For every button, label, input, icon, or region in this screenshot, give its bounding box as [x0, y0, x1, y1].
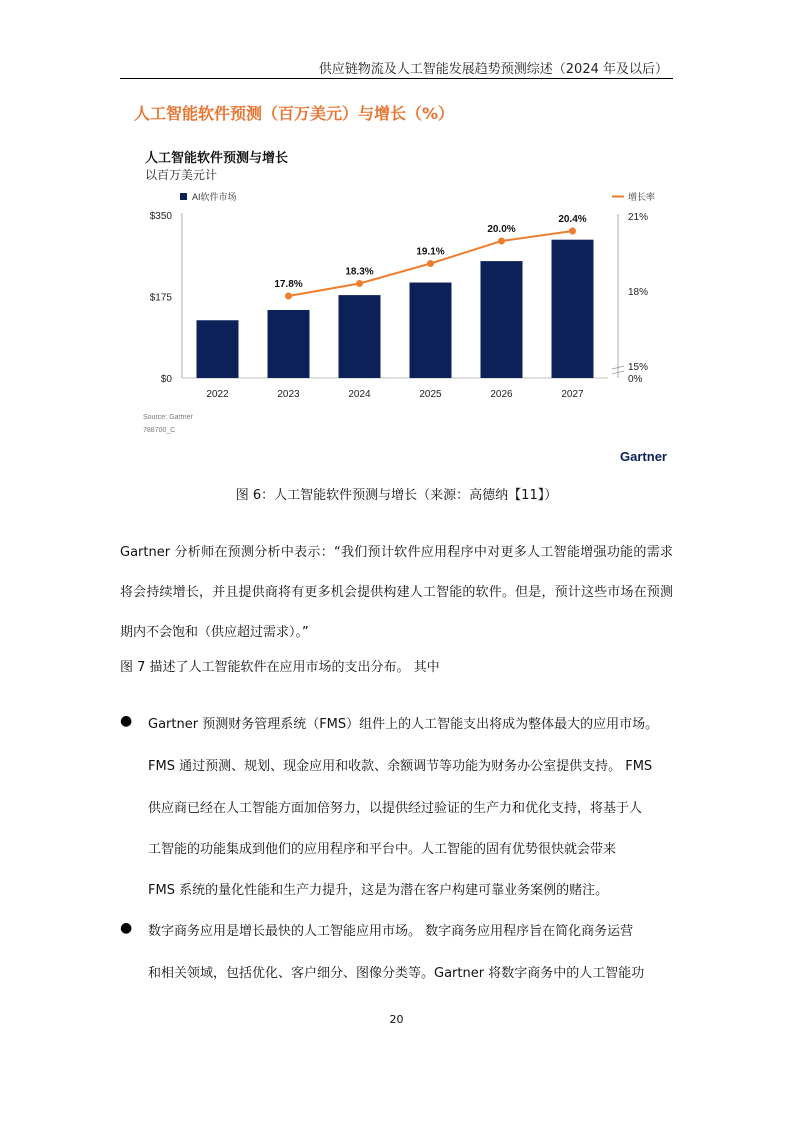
- growth-point: [498, 238, 505, 245]
- bar: [268, 310, 310, 378]
- x-tick-label: 2025: [419, 389, 442, 400]
- bullet-line: 工智能的功能集成到他们的应用程序和平台中。人工智能的固有优势很快就会带来: [148, 842, 617, 857]
- x-tick-label: 2024: [348, 389, 371, 400]
- figure-caption: 图 6：人工智能软件预测与增长（来源：高德纳【11】）: [235, 488, 558, 503]
- right-tick-label: 21%: [628, 212, 649, 223]
- chart-source: Source: Gartner: [143, 414, 193, 421]
- right-tick-label: 15%: [628, 362, 649, 373]
- chart: [130, 186, 670, 476]
- left-tick-label: $0: [160, 374, 172, 385]
- growth-point: [285, 293, 292, 300]
- bar: [481, 261, 523, 378]
- bullet-line: FMS 系统的量化性能和生产力提升，这是为潜在客户构建可靠业务案例的赌注。: [148, 883, 609, 898]
- legend-bar-swatch: [180, 193, 187, 200]
- bullet-line: 供应商已经在人工智能方面加倍努力，以提供经过验证的生产力和优化支持，将基于人: [148, 801, 643, 816]
- bar: [339, 295, 381, 378]
- x-tick-label: 2023: [277, 389, 300, 400]
- x-tick-label: 2022: [206, 389, 229, 400]
- bullet-line: 数字商务应用是增长最快的人工智能应用市场。 数字商务应用程序旨在简化商务运营: [148, 924, 634, 939]
- page-number: 20: [389, 1013, 404, 1026]
- bullet-line: FMS 通过预测、规划、现金应用和收款、余额调节等功能为财务办公室提供支持。 FMS: [148, 759, 653, 774]
- legend-line-label: 增长率: [628, 192, 656, 202]
- growth-point: [569, 228, 576, 235]
- data-label: 18.3%: [345, 266, 374, 278]
- x-tick-label: 2027: [561, 389, 584, 400]
- bullet-line: 和相关领域，包括优化、客户细分、图像分类等。Gartner 将数字商务中的人工智能功: [148, 966, 645, 981]
- data-label: 20.0%: [487, 224, 516, 235]
- data-label: 17.8%: [274, 279, 303, 290]
- bar: [410, 283, 452, 378]
- header-rule: [120, 78, 673, 79]
- bullet-marker: ●: [120, 713, 133, 729]
- paragraph-2: 图 7 描述了人工智能软件在应用市场的支出分布。 其中: [120, 660, 440, 675]
- chart-subtitle: 以百万美元计: [145, 168, 218, 182]
- section-title: 人工智能软件预测（百万美元）与增长（%）: [134, 104, 455, 123]
- bullet-marker: ●: [120, 920, 133, 936]
- x-tick-label: 2026: [490, 389, 513, 400]
- growth-point: [356, 280, 363, 287]
- bar: [552, 240, 594, 378]
- bar: [197, 320, 239, 378]
- paragraph-1: Gartner 分析师在预测分析中表示：“我们预计软件应用程序中对更多人工智能增强功能的需求将会持续增长，并且提供商将有更多机会提供构建人工智能的软件。但是，预计这些市场在预测期内不会饱和（供应超过需求）。”: [120, 545, 673, 640]
- chart-title: 人工智能软件预测与增长: [145, 151, 289, 166]
- left-tick-label: $175: [149, 292, 172, 304]
- chart-legend: [180, 191, 655, 202]
- data-label: 20.4%: [558, 214, 587, 225]
- gartner-logo: Gartner: [620, 449, 667, 464]
- right-tick-label: 0%: [628, 374, 643, 385]
- legend-bar-label: AI软件市场: [192, 192, 237, 202]
- chart-code: 788700_C: [143, 427, 176, 434]
- growth-point: [427, 260, 434, 267]
- left-tick-label: $350: [149, 211, 172, 222]
- right-tick-label: 18%: [628, 287, 649, 298]
- data-label: 19.1%: [416, 246, 445, 258]
- bullet-line: Gartner 预测财务管理系统（FMS）组件上的人工智能支出将成为整体最大的应用市场。: [148, 717, 659, 732]
- running-header: 供应链物流及人工智能发展趋势预测综述（2024 年及以后）: [318, 62, 668, 77]
